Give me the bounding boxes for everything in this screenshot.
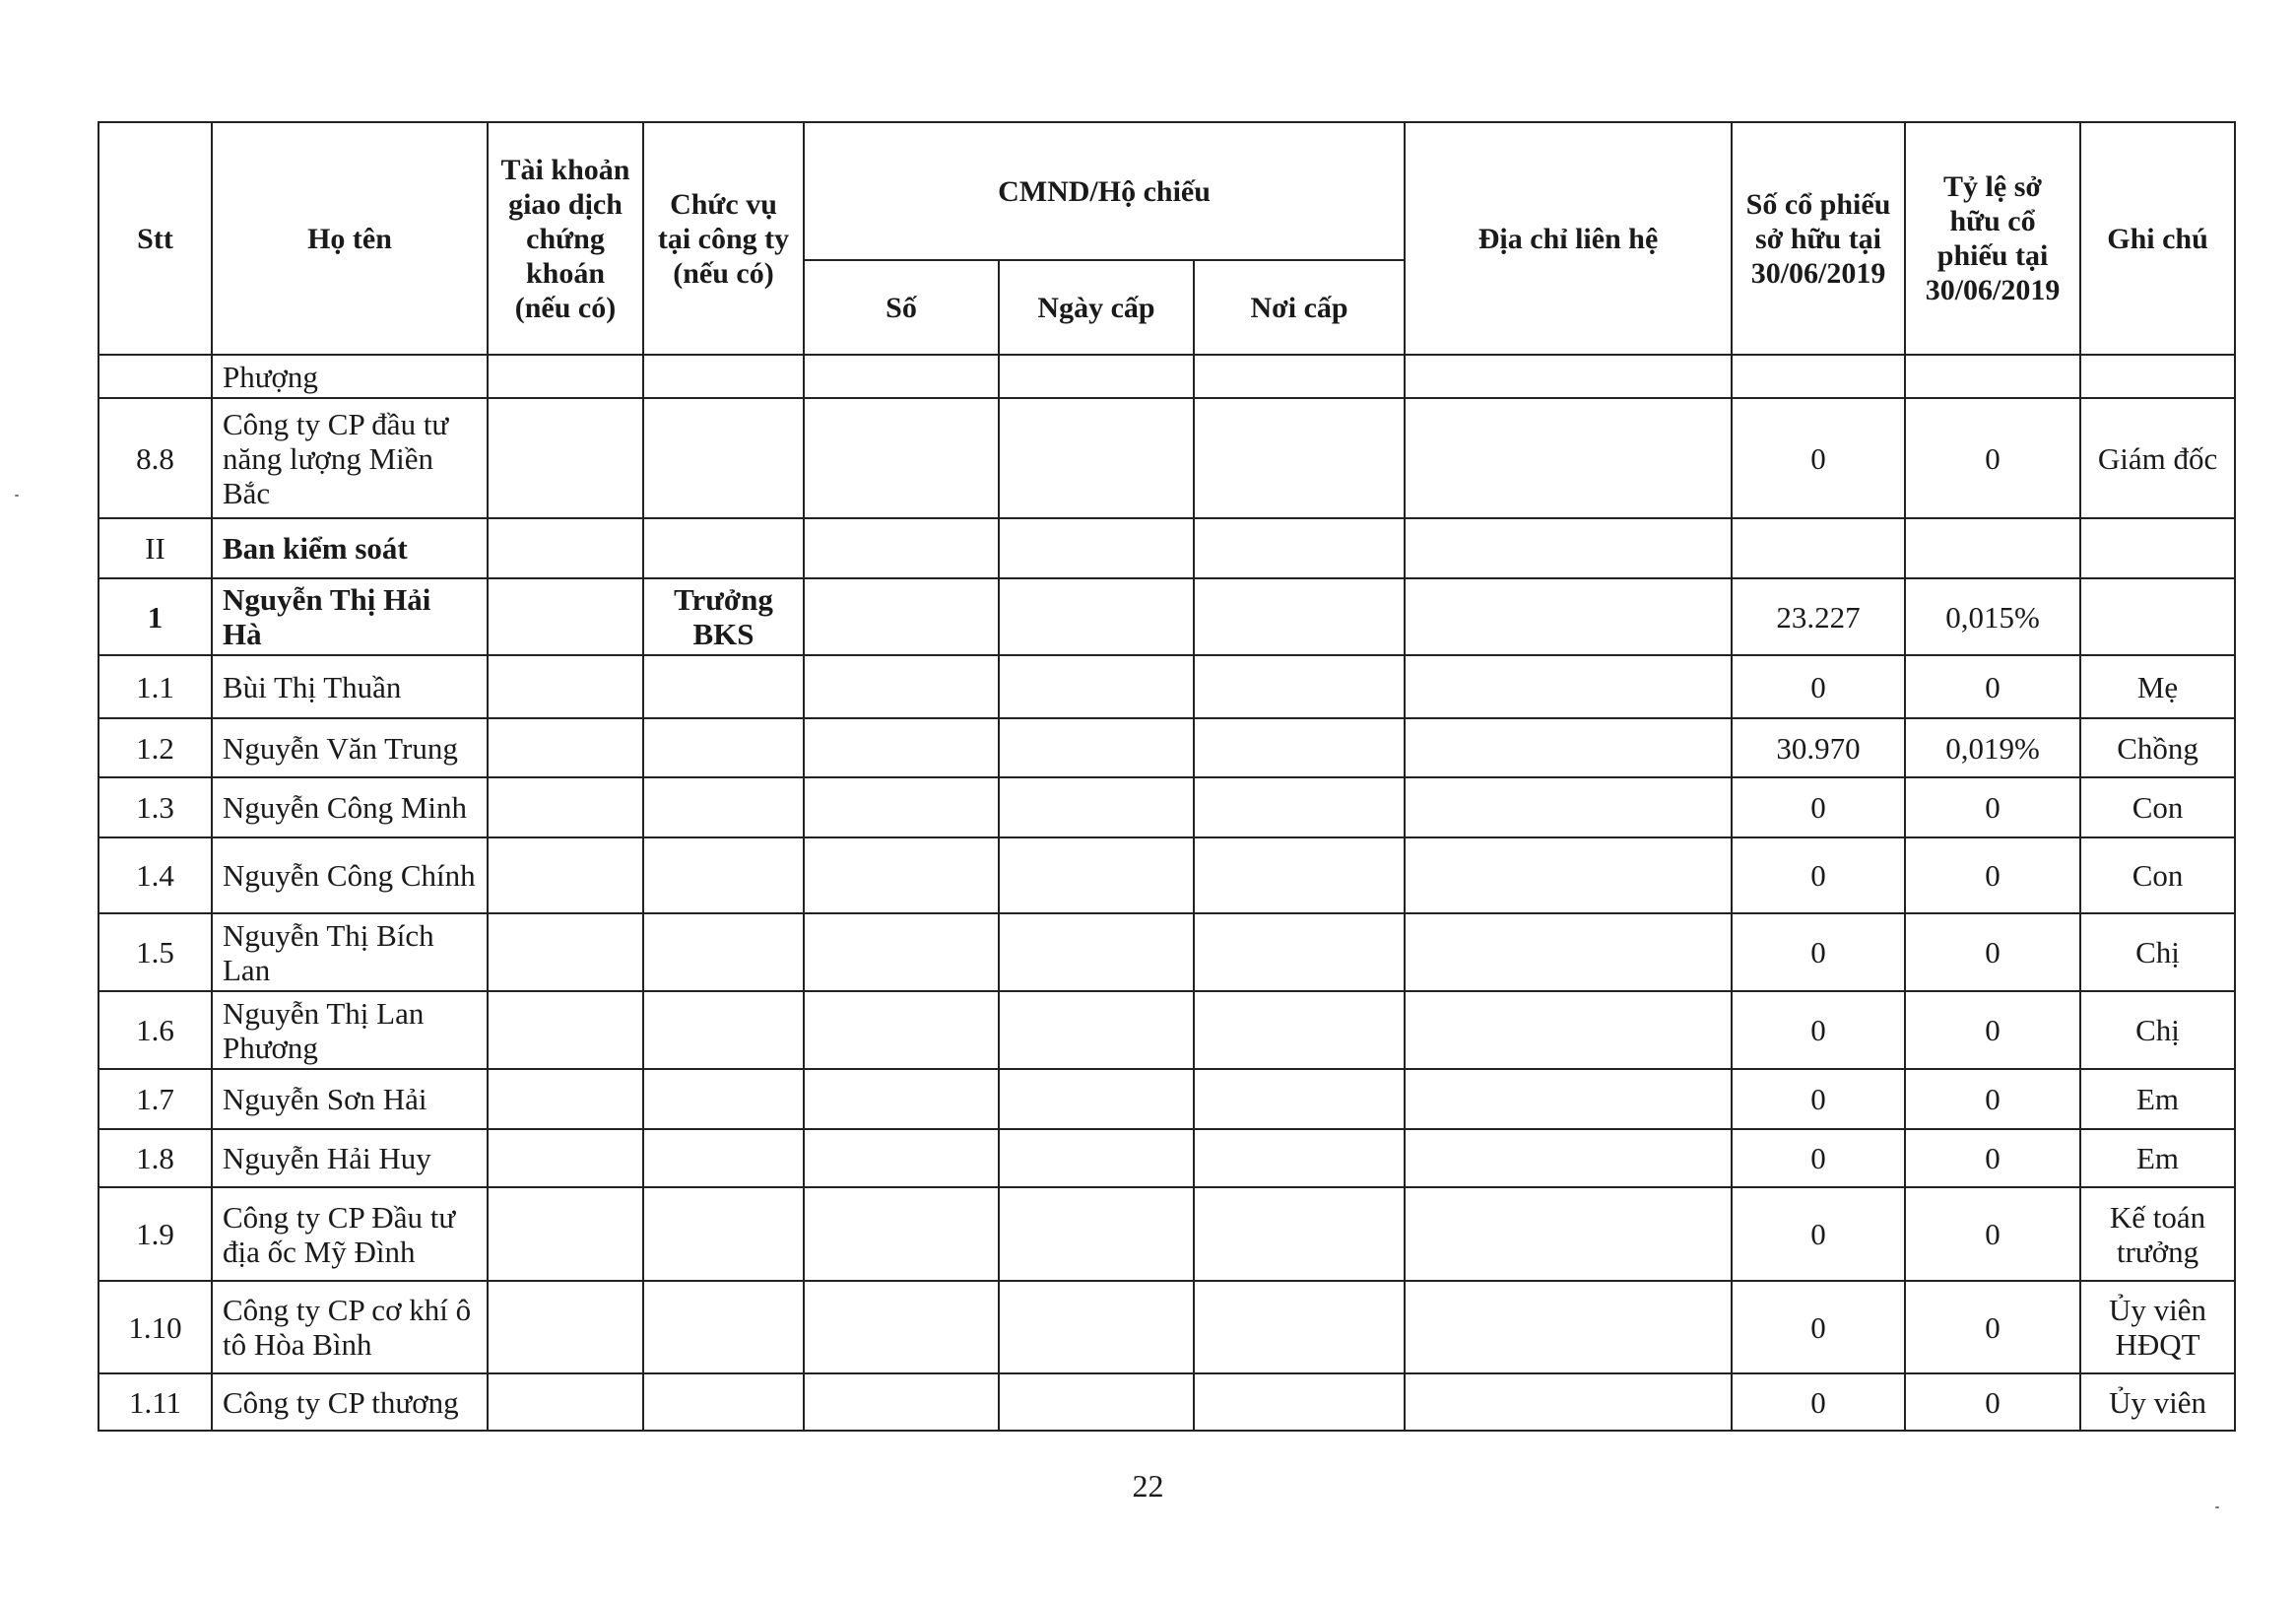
cell-stt: 8.8 [98, 398, 212, 518]
cell-ratio: 0 [1905, 777, 2080, 837]
cell-issue-date [999, 355, 1194, 398]
cell-id-number [804, 398, 999, 518]
header-issue-date: Ngày cấp [999, 260, 1194, 355]
cell-shares [1732, 355, 1905, 398]
table-row [98, 913, 2235, 991]
cell-shares: 0 [1732, 398, 1905, 518]
cell-position [643, 1069, 804, 1129]
cell-account [488, 991, 643, 1069]
cell-issue-place [1194, 1187, 1405, 1281]
table-row [98, 655, 2235, 718]
cell-id-number [804, 1187, 999, 1281]
cell-stt: 1.7 [98, 1069, 212, 1129]
cell-name: Công ty CP đầu tư năng lượng Miền Bắc [212, 398, 488, 518]
cell-issue-place [1194, 837, 1405, 913]
cell-address [1405, 1069, 1732, 1129]
cell-account [488, 655, 643, 718]
cell-shares: 0 [1732, 1187, 1905, 1281]
cell-note: Chị [2080, 913, 2235, 991]
cell-account [488, 718, 643, 777]
cell-address [1405, 518, 1732, 578]
cell-id-number [804, 718, 999, 777]
cell-name: Nguyễn Thị Bích Lan [212, 913, 488, 991]
cell-note [2080, 355, 2235, 398]
cell-position [643, 718, 804, 777]
cell-issue-date [999, 398, 1194, 518]
cell-shares: 0 [1732, 1373, 1905, 1431]
table-row [98, 1281, 2235, 1373]
table-row [98, 1129, 2235, 1187]
cell-name: Công ty CP Đầu tư địa ốc Mỹ Đình [212, 1187, 488, 1281]
cell-issue-date [999, 1187, 1194, 1281]
cell-issue-date [999, 991, 1194, 1069]
cell-address [1405, 1187, 1732, 1281]
cell-address [1405, 837, 1732, 913]
cell-shares: 0 [1732, 913, 1905, 991]
table-row [98, 837, 2235, 913]
cell-note: Ủy viên [2080, 1373, 2235, 1431]
scan-speck [15, 495, 19, 497]
header-position: Chức vụ tại công ty (nếu có) [643, 122, 804, 355]
cell-note: Kế toán trưởng [2080, 1187, 2235, 1281]
cell-issue-place [1194, 398, 1405, 518]
cell-id-number [804, 837, 999, 913]
header-note: Ghi chú [2080, 122, 2235, 355]
cell-address [1405, 718, 1732, 777]
cell-stt: 1.9 [98, 1187, 212, 1281]
cell-issue-date [999, 578, 1194, 655]
cell-issue-date [999, 837, 1194, 913]
cell-name: Nguyễn Hải Huy [212, 1129, 488, 1187]
cell-account [488, 913, 643, 991]
cell-address [1405, 1281, 1732, 1373]
cell-note: Ủy viên HĐQT [2080, 1281, 2235, 1373]
header-ratio: Tỷ lệ sở hữu cổ phiếu tại 30/06/2019 [1905, 122, 2080, 355]
cell-position [643, 398, 804, 518]
header-address: Địa chỉ liên hệ [1405, 122, 1732, 355]
cell-position [643, 837, 804, 913]
table-row [98, 518, 2235, 578]
table-row [98, 355, 2235, 398]
table-row [98, 991, 2235, 1069]
cell-id-number [804, 1129, 999, 1187]
cell-account [488, 777, 643, 837]
cell-ratio: 0 [1905, 913, 2080, 991]
cell-position [643, 655, 804, 718]
cell-id-number [804, 578, 999, 655]
cell-position [643, 777, 804, 837]
cell-position [643, 1129, 804, 1187]
cell-issue-place [1194, 718, 1405, 777]
table-row [98, 718, 2235, 777]
cell-ratio: 0,019% [1905, 718, 2080, 777]
cell-note: Em [2080, 1069, 2235, 1129]
cell-address [1405, 913, 1732, 991]
cell-shares: 0 [1732, 837, 1905, 913]
cell-stt: II [98, 518, 212, 578]
cell-position [643, 355, 804, 398]
cell-issue-date [999, 913, 1194, 991]
cell-name: Nguyễn Công Minh [212, 777, 488, 837]
cell-account [488, 518, 643, 578]
cell-ratio: 0 [1905, 398, 2080, 518]
cell-address [1405, 1373, 1732, 1431]
cell-position [643, 1281, 804, 1373]
cell-name: Nguyễn Sơn Hải [212, 1069, 488, 1129]
cell-position [643, 1187, 804, 1281]
cell-address [1405, 355, 1732, 398]
cell-note: Giám đốc [2080, 398, 2235, 518]
cell-position: Trưởng BKS [643, 578, 804, 655]
cell-ratio: 0 [1905, 655, 2080, 718]
cell-issue-date [999, 1281, 1194, 1373]
cell-issue-place [1194, 355, 1405, 398]
cell-id-number [804, 518, 999, 578]
cell-shares: 0 [1732, 1129, 1905, 1187]
cell-shares [1732, 518, 1905, 578]
cell-issue-place [1194, 578, 1405, 655]
cell-stt [98, 355, 212, 398]
cell-account [488, 1129, 643, 1187]
cell-issue-date [999, 718, 1194, 777]
cell-stt: 1.11 [98, 1373, 212, 1431]
cell-ratio: 0 [1905, 991, 2080, 1069]
cell-id-number [804, 991, 999, 1069]
cell-address [1405, 991, 1732, 1069]
cell-shares: 0 [1732, 991, 1905, 1069]
cell-issue-place [1194, 655, 1405, 718]
table-row [98, 1373, 2235, 1431]
cell-issue-date [999, 1069, 1194, 1129]
cell-shares: 0 [1732, 777, 1905, 837]
cell-account [488, 1187, 643, 1281]
cell-stt: 1 [98, 578, 212, 655]
cell-stt: 1.2 [98, 718, 212, 777]
cell-account [488, 355, 643, 398]
cell-ratio [1905, 518, 2080, 578]
header-issue-place: Nơi cấp [1194, 260, 1405, 355]
cell-issue-place [1194, 991, 1405, 1069]
cell-stt: 1.1 [98, 655, 212, 718]
cell-note: Con [2080, 837, 2235, 913]
cell-name: Phượng [212, 355, 488, 398]
cell-ratio [1905, 355, 2080, 398]
cell-shares: 0 [1732, 655, 1905, 718]
cell-stt: 1.10 [98, 1281, 212, 1373]
cell-issue-date [999, 777, 1194, 837]
cell-name: Công ty CP thương [212, 1373, 488, 1431]
table-row [98, 1069, 2235, 1129]
shareholder-table [98, 121, 2236, 1432]
cell-issue-place [1194, 913, 1405, 991]
cell-stt: 1.3 [98, 777, 212, 837]
cell-address [1405, 655, 1732, 718]
cell-issue-date [999, 1373, 1194, 1431]
cell-ratio: 0 [1905, 1069, 2080, 1129]
cell-issue-place [1194, 1129, 1405, 1187]
cell-account [488, 398, 643, 518]
cell-id-number [804, 1069, 999, 1129]
page-number: 22 [1132, 1468, 1164, 1504]
cell-ratio: 0 [1905, 1373, 2080, 1431]
cell-name: Công ty CP cơ khí ô tô Hòa Bình [212, 1281, 488, 1373]
cell-issue-place [1194, 1281, 1405, 1373]
cell-ratio: 0 [1905, 837, 2080, 913]
table-row [98, 398, 2235, 518]
cell-stt: 1.5 [98, 913, 212, 991]
cell-note: Con [2080, 777, 2235, 837]
table-row [98, 1187, 2235, 1281]
scan-speck [2215, 1506, 2219, 1508]
header-name: Họ tên [212, 122, 488, 355]
cell-id-number [804, 1373, 999, 1431]
cell-note: Em [2080, 1129, 2235, 1187]
cell-issue-place [1194, 1373, 1405, 1431]
cell-stt: 1.6 [98, 991, 212, 1069]
cell-issue-date [999, 1129, 1194, 1187]
cell-name: Nguyễn Thị Hải Hà [212, 578, 488, 655]
cell-id-number [804, 355, 999, 398]
header-stt: Stt [98, 122, 212, 355]
cell-shares: 0 [1732, 1281, 1905, 1373]
cell-name: Nguyễn Công Chính [212, 837, 488, 913]
header-id-number: Số [804, 260, 999, 355]
cell-ratio: 0,015% [1905, 578, 2080, 655]
header-account: Tài khoản giao dịch chứng khoán (nếu có) [488, 122, 643, 355]
cell-shares: 30.970 [1732, 718, 1905, 777]
cell-account [488, 1281, 643, 1373]
cell-position [643, 913, 804, 991]
cell-name: Nguyễn Thị Lan Phương [212, 991, 488, 1069]
cell-id-number [804, 1281, 999, 1373]
cell-name: Bùi Thị Thuần [212, 655, 488, 718]
cell-address [1405, 398, 1732, 518]
header-shares: Số cổ phiếu sở hữu tại 30/06/2019 [1732, 122, 1905, 355]
cell-shares: 23.227 [1732, 578, 1905, 655]
cell-name: Nguyễn Văn Trung [212, 718, 488, 777]
cell-account [488, 1069, 643, 1129]
cell-note: Chị [2080, 991, 2235, 1069]
cell-stt: 1.4 [98, 837, 212, 913]
cell-ratio: 0 [1905, 1281, 2080, 1373]
cell-address [1405, 777, 1732, 837]
cell-position [643, 991, 804, 1069]
cell-ratio: 0 [1905, 1129, 2080, 1187]
cell-issue-place [1194, 1069, 1405, 1129]
cell-account [488, 1373, 643, 1431]
cell-address [1405, 578, 1732, 655]
cell-issue-place [1194, 518, 1405, 578]
cell-position [643, 1373, 804, 1431]
cell-issue-date [999, 655, 1194, 718]
cell-note [2080, 518, 2235, 578]
cell-note: Chồng [2080, 718, 2235, 777]
header-id-group: CMND/Hộ chiếu [804, 122, 1405, 260]
cell-issue-date [999, 518, 1194, 578]
cell-position [643, 518, 804, 578]
cell-shares: 0 [1732, 1069, 1905, 1129]
cell-id-number [804, 655, 999, 718]
cell-note [2080, 578, 2235, 655]
cell-address [1405, 1129, 1732, 1187]
table-row [98, 578, 2235, 655]
cell-id-number [804, 777, 999, 837]
cell-issue-place [1194, 777, 1405, 837]
cell-name: Ban kiểm soát [212, 518, 488, 578]
cell-note: Mẹ [2080, 655, 2235, 718]
cell-id-number [804, 913, 999, 991]
cell-ratio: 0 [1905, 1187, 2080, 1281]
cell-account [488, 837, 643, 913]
table-row [98, 777, 2235, 837]
cell-account [488, 578, 643, 655]
cell-stt: 1.8 [98, 1129, 212, 1187]
